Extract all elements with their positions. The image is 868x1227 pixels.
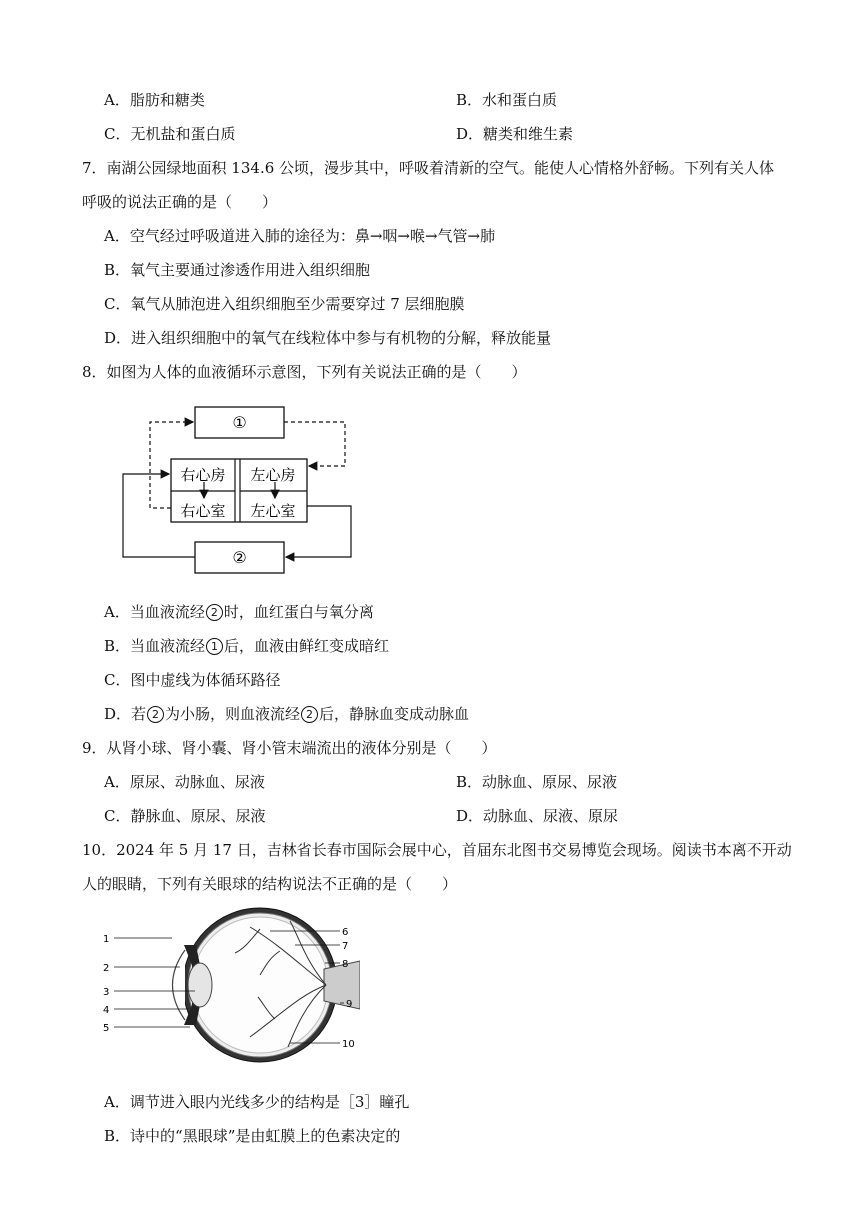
q10-option-a: A．调节进入眼内光线多少的结构是［3］瞳孔 bbox=[104, 1093, 410, 1111]
right-ventricle-label: 右心室 bbox=[180, 502, 226, 520]
q7-option-b: B．氧气主要通过渗透作用进入组织细胞 bbox=[104, 261, 371, 279]
box-1-label: ① bbox=[232, 413, 247, 432]
eye-label-10: 10 bbox=[342, 1039, 355, 1050]
eye-label-1: 1 bbox=[103, 934, 110, 945]
right-atrium-label: 右心房 bbox=[180, 466, 226, 484]
q7-stem-line2: 呼吸的说法正确的是（ ） bbox=[82, 193, 278, 211]
q7-stem-line1: 7．南湖公园绿地面积 134.6 公顷，漫步其中，呼吸着清新的空气。能使人心情格外舒畅。下列有关人体 bbox=[82, 159, 775, 177]
circled-1: 1 bbox=[206, 638, 223, 655]
q7-option-c: C．氧气从肺泡进入组织细胞至少需要穿过 7 层细胞膜 bbox=[104, 295, 465, 313]
q8-option-b: B．当血液流经 1 后，血液由鲜红变成暗红 bbox=[104, 637, 390, 655]
q6-option-a: A．脂肪和糖类 bbox=[104, 91, 205, 109]
circled-2: 2 bbox=[301, 706, 318, 723]
q7-option-d: D．进入组织细胞中的氧气在线粒体中参与有机物的分解，释放能量 bbox=[104, 329, 552, 347]
q8-option-d: D．若 2 为小肠，则血液流经 2 后，静脉血变成动脉血 bbox=[104, 705, 470, 723]
q9-option-c: C．静脉血、原尿、尿液 bbox=[104, 807, 266, 825]
eye-label-3: 3 bbox=[103, 987, 110, 998]
eye-label-5: 5 bbox=[103, 1023, 110, 1034]
q9-stem: 9．从肾小球、肾小囊、肾小管末端流出的液体分别是（ ） bbox=[82, 739, 497, 757]
left-atrium-label: 左心房 bbox=[250, 466, 296, 484]
q9-option-b: B．动脉血、原尿、尿液 bbox=[456, 773, 618, 791]
q9-option-a: A．原尿、动脉血、尿液 bbox=[104, 773, 265, 791]
q8-option-a: A．当血液流经 2 时，血红蛋白与氧分离 bbox=[104, 603, 374, 621]
eye-label-4: 4 bbox=[103, 1005, 110, 1016]
eye-label-2: 2 bbox=[103, 963, 110, 974]
eye-label-8: 8 bbox=[342, 959, 349, 970]
q9-option-d: D．动脉血、尿液、原尿 bbox=[456, 807, 619, 825]
q10-stem-line1: 10．2024 年 5 月 17 日，吉林省长春市国际会展中心，首届东北图书交易博览会现场。阅读书本离不开动 bbox=[82, 841, 792, 859]
eye-label-9: 9 bbox=[346, 999, 353, 1010]
q6-option-d: D．糖类和维生素 bbox=[456, 125, 574, 143]
q10-option-b: B．诗中的“黑眼球”是由虹膜上的色素决定的 bbox=[104, 1127, 401, 1145]
q8-stem: 8．如图为人体的血液循环示意图，下列有关说法正确的是（ ） bbox=[82, 363, 527, 381]
eye-label-7: 7 bbox=[342, 941, 349, 952]
q8-option-c: C．图中虚线为体循环路径 bbox=[104, 671, 281, 689]
left-ventricle-label: 左心室 bbox=[250, 502, 296, 520]
circulation-diagram bbox=[110, 398, 370, 584]
circled-2: 2 bbox=[206, 604, 223, 621]
q6-option-b: B．水和蛋白质 bbox=[456, 91, 558, 109]
q10-stem-line2: 人的眼睛，下列有关眼球的结构说法不正确的是（ ） bbox=[82, 875, 458, 893]
eye-diagram bbox=[100, 905, 360, 1065]
q7-option-a: A．空气经过呼吸道进入肺的途径为：鼻→咽→喉→气管→肺 bbox=[104, 227, 496, 245]
eye-label-6: 6 bbox=[342, 927, 349, 938]
circled-2: 2 bbox=[147, 706, 164, 723]
box-2-label: ② bbox=[232, 548, 247, 567]
q6-option-c: C．无机盐和蛋白质 bbox=[104, 125, 236, 143]
